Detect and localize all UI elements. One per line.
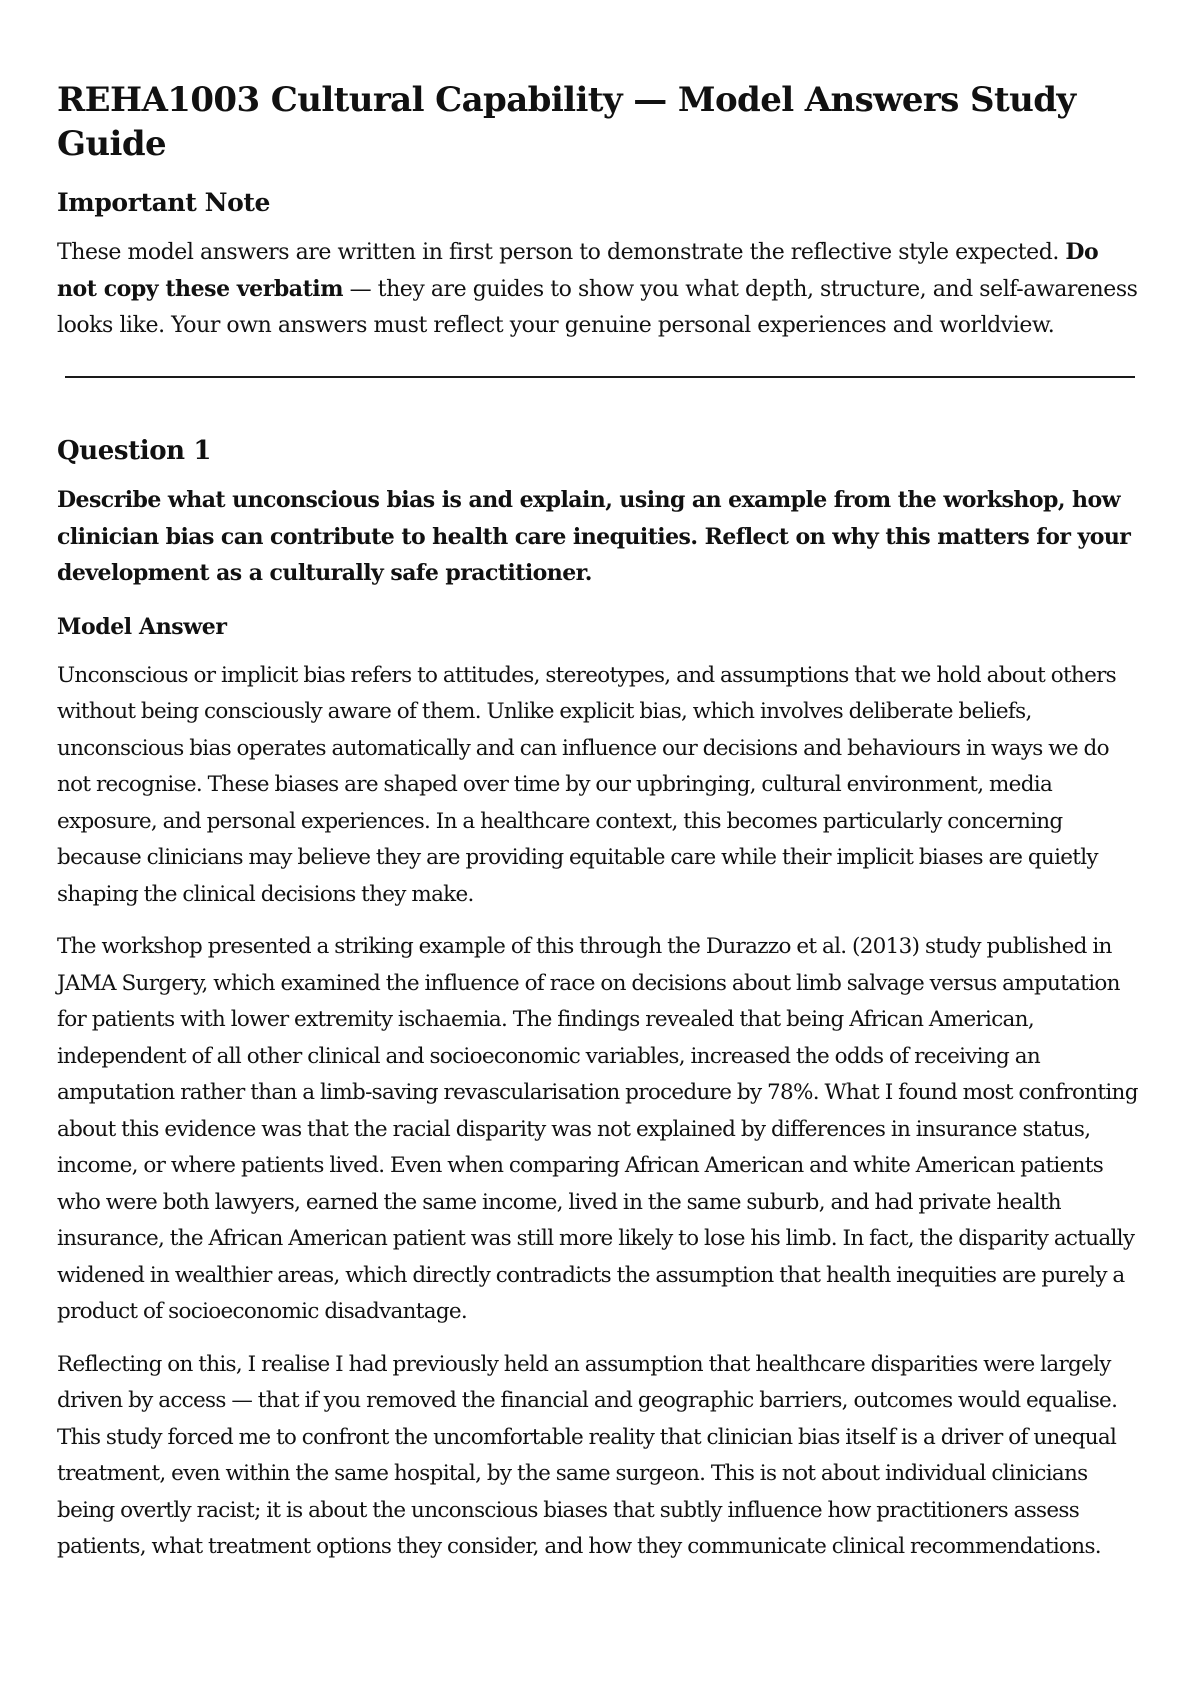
- answer-paragraph: Reflecting on this, I realise I had previously held an assumption that healthcare disparities were largely driven by access — that if you removed the financial and geographic barriers, outcomes would equalise. This study forced me to confront the uncomfortable reality that clinician bias itself is a driver of unequal treatment, even within the same hospital, by the same surgeon. This is not about individual clinicians being overtly racist; it is about the unconscious biases that subtly influence how practitioners assess patients, what treatment options they consider, and how they communicate clinical recommendations.: [57, 1351, 1118, 1559]
- important-note-heading: Important Note: [57, 188, 271, 217]
- model-answer-heading: Model Answer: [57, 613, 227, 640]
- note-body-rest: — they are guides to show you what depth, structure, and self-awareness looks like. Your own answers must reflect your genuine personal experiences and worldview.: [57, 277, 1138, 338]
- answer-paragraph: Unconscious or implicit bias refers to attitudes, stereotypes, and assumptions that we hold about others without being consciously aware of them. Unlike explicit bias, which involves deliberate beliefs, unconscious bias operates automatically and can influence our decisions and behaviours in ways we do not recognise. These biases are shaped over time by our upbringing, cultural environment, media exposure, and personal experiences. In a healthcare context, this becomes particularly concerning because clinicians may believe they are providing equitable care while their implicit biases are quietly shaping the clinical decisions they make.: [57, 662, 1117, 907]
- important-note-body: [57, 234, 1143, 344]
- question-prompt: Describe what unconscious bias is and explain, using an example from the workshop, how clinician bias can contribute to health care inequities. Reflect on why this matters for your development as a culturally safe practitioner.: [57, 487, 1131, 586]
- section-divider: [65, 376, 1135, 378]
- note-body-emphasis: Do not copy these verbatim: [57, 239, 1099, 302]
- document-title: REHA1003 Cultural Capability — Model Answers Study Guide: [57, 80, 1076, 164]
- note-body-intro: These model answers are written in first person to demonstrate the reflective style expected.: [57, 240, 1059, 265]
- question-heading: Question 1: [57, 436, 212, 466]
- answer-paragraph: The workshop presented a striking example of this through the Durazzo et al. (2013) study published in JAMA Surgery, which examined the influence of race on decisions about limb salvage versus amputation for patients with lower extremity ischaemia. The findings revealed that being African American, independent of all other clinical and socioeconomic variables, increased the odds of receiving an amputation rather than a limb-saving revascularisation procedure by 78%. What I found most confronting about this evidence was that the racial disparity was not explained by differences in insurance status, income, or where patients lived. Even when comparing African American and white American patients who were both lawyers, earned the same income, lived in the same suburb, and had private health insurance, the African American patient was still more likely to lose his limb. In fact, the disparity actually widened in wealthier areas, which directly contradicts the assumption that health inequities are purely a product of socioeconomic disadvantage.: [57, 934, 1138, 1324]
